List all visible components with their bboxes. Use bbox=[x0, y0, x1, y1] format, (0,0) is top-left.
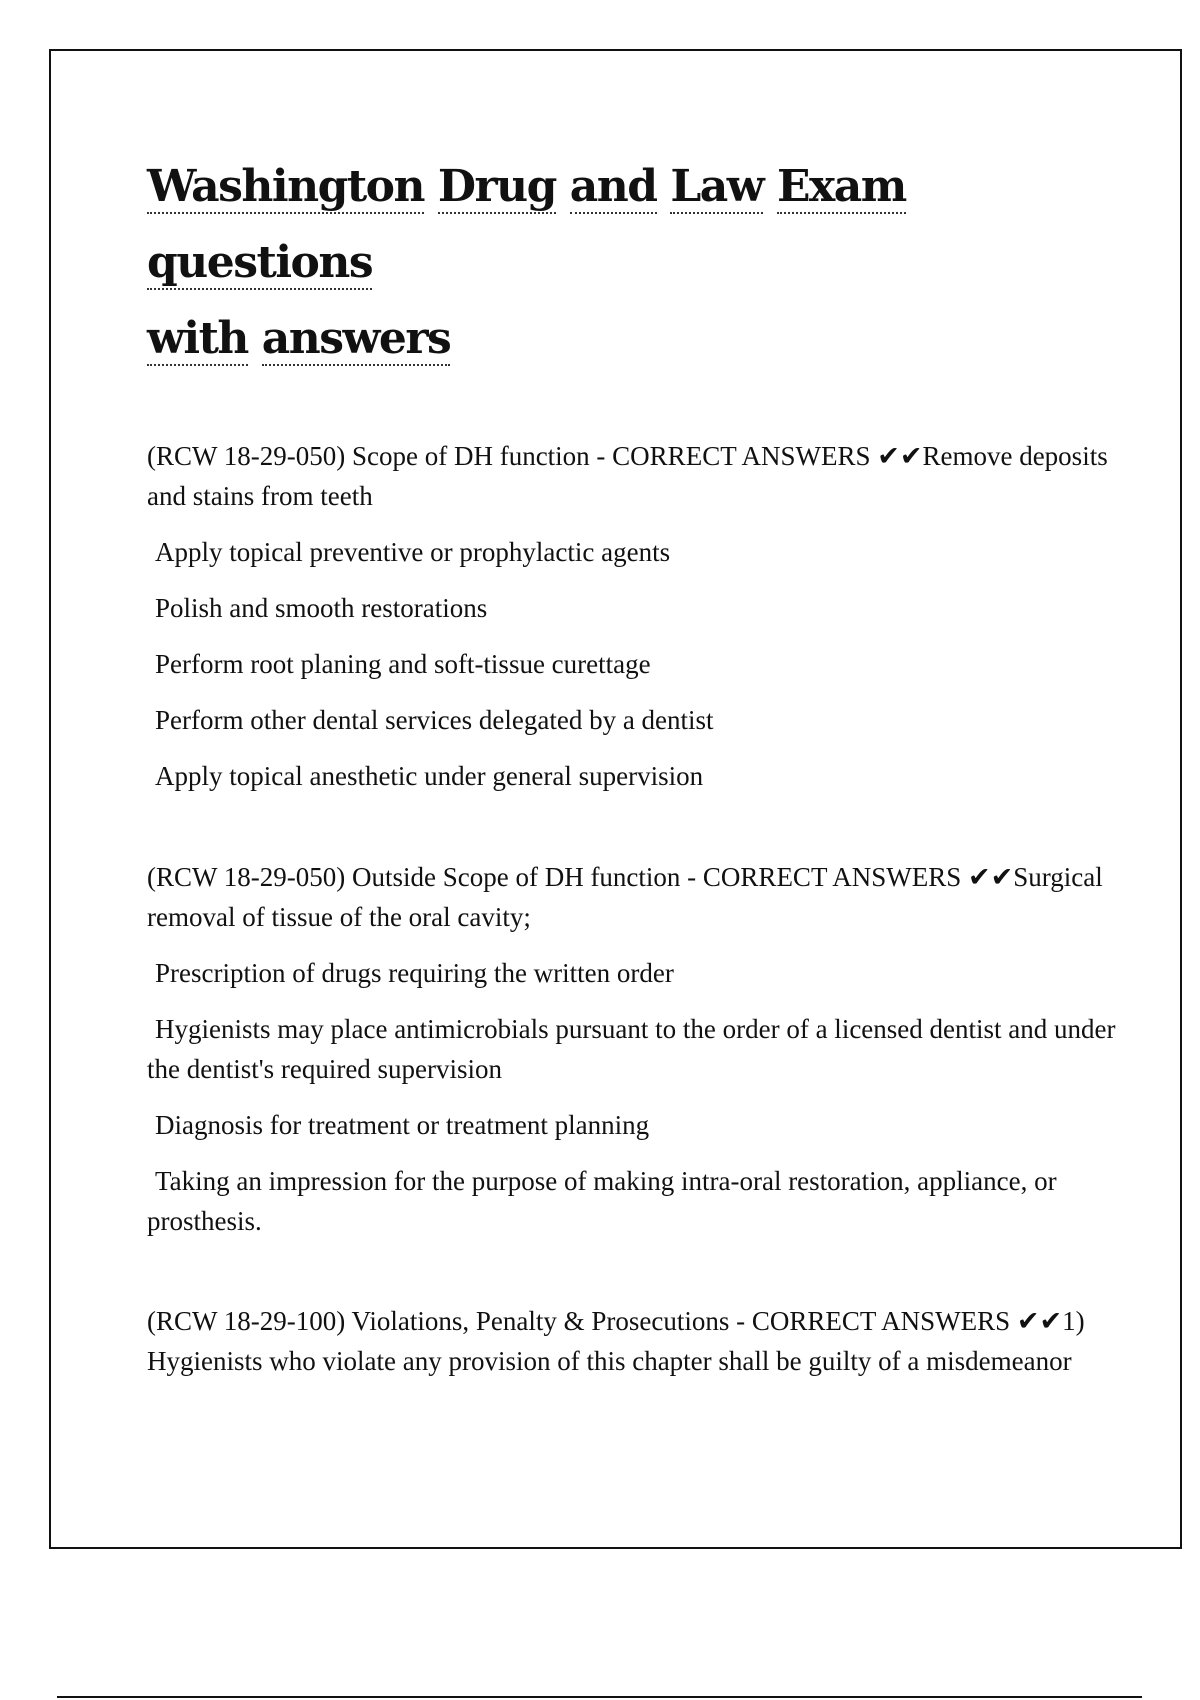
section-spacer bbox=[147, 812, 1127, 857]
title-word: questions bbox=[147, 237, 373, 288]
answer-item: Prescription of drugs requiring the written order bbox=[155, 958, 674, 988]
title-word: Law bbox=[670, 161, 764, 212]
title-word: Exam bbox=[777, 161, 906, 212]
question-answer-paragraph: (RCW 18-29-050) Outside Scope of DH function - CORRECT ANSWERS ✔✔Surgical removal of tissue of the oral cavity; bbox=[147, 862, 1103, 932]
title-word: and bbox=[569, 161, 657, 212]
footer-rule bbox=[57, 1696, 1142, 1698]
answer-item: Diagnosis for treatment or treatment planning bbox=[155, 1110, 650, 1140]
section-outside-scope bbox=[147, 857, 1127, 1241]
question-answer-paragraph: (RCW 18-29-100) Violations, Penalty & Prosecutions - CORRECT ANSWERS ✔✔1) Hygienists who violate any provision of this chapter shall be guilty of a misdemeanor bbox=[147, 1306, 1085, 1376]
title-word: Washington bbox=[147, 161, 424, 212]
answer-item: Apply topical preventive or prophylactic agents bbox=[155, 537, 671, 567]
page-frame bbox=[49, 49, 1182, 1549]
document-title bbox=[147, 149, 1127, 377]
title-block bbox=[147, 149, 1127, 436]
section-scope bbox=[147, 436, 1127, 796]
answer-item: Hygienists may place antimicrobials pursuant to the order of a licensed dentist and under the dentist's required supervision bbox=[147, 1014, 1116, 1084]
document-content bbox=[147, 149, 1127, 1397]
section-violations bbox=[147, 1301, 1127, 1381]
answer-item: Perform root planing and soft-tissue curettage bbox=[155, 649, 651, 679]
answer-item: Apply topical anesthetic under general supervision bbox=[155, 761, 704, 791]
section-spacer bbox=[147, 1257, 1127, 1301]
answer-item: Taking an impression for the purpose of making intra-oral restoration, appliance, or prosthesis. bbox=[147, 1166, 1057, 1236]
question-answer-paragraph: (RCW 18-29-050) Scope of DH function - CORRECT ANSWERS ✔✔Remove deposits and stains from teeth bbox=[147, 441, 1108, 511]
answer-item: Polish and smooth restorations bbox=[155, 593, 488, 623]
title-word: answers bbox=[261, 313, 451, 364]
answer-item: Perform other dental services delegated by a dentist bbox=[155, 705, 714, 735]
title-word: with bbox=[147, 313, 248, 364]
title-word: Drug bbox=[437, 161, 556, 212]
